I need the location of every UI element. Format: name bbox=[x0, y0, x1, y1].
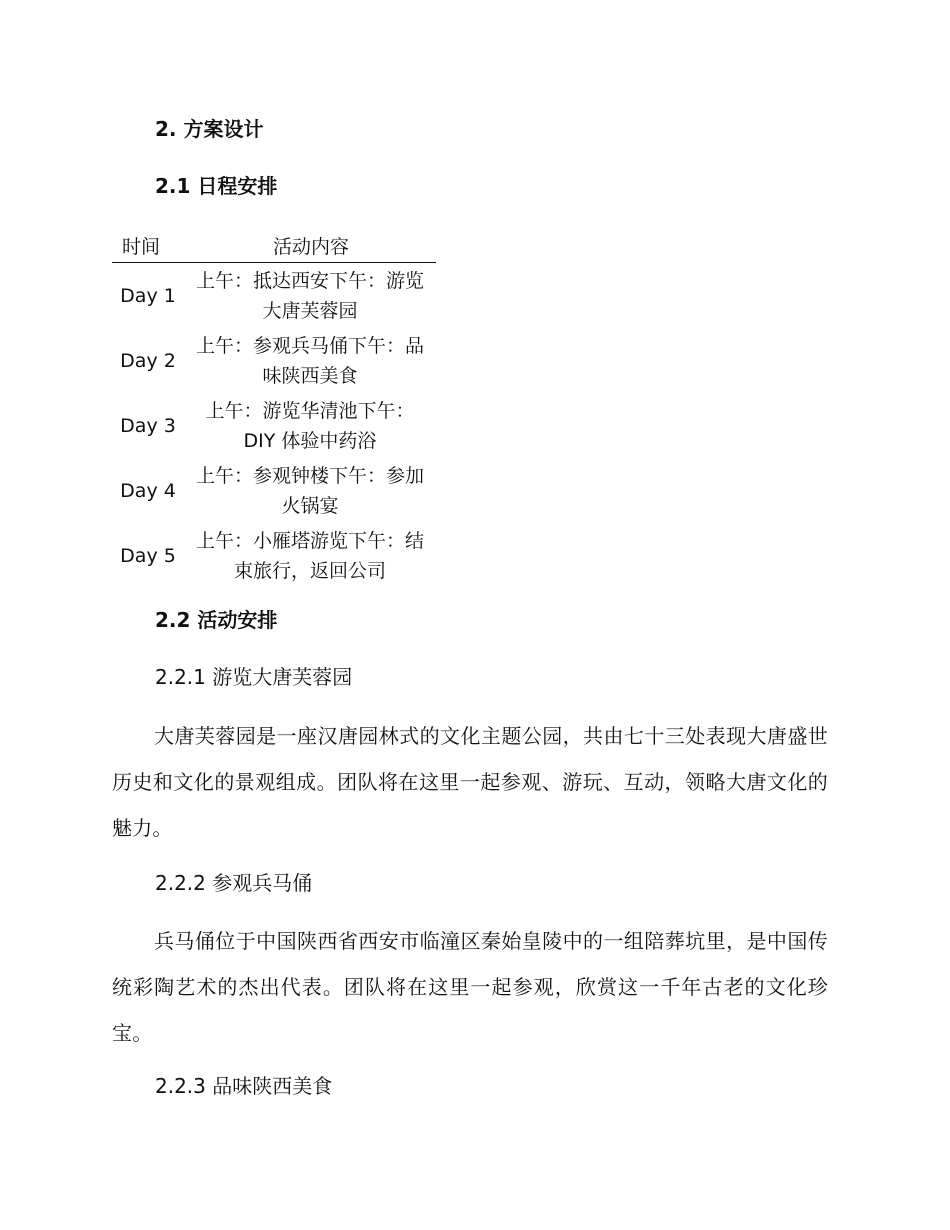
section-title-furong-garden: 2.2.1 游览大唐芙蓉园 bbox=[155, 665, 353, 689]
schedule-header-time: 时间 bbox=[112, 229, 186, 263]
heading-schedule: 2.1 日程安排 bbox=[155, 174, 278, 198]
schedule-day-cell: Day 4 bbox=[120, 479, 176, 502]
schedule-day-cell: Day 2 bbox=[120, 349, 176, 372]
schedule-day-cell: Day 1 bbox=[120, 284, 176, 307]
schedule-table bbox=[112, 229, 436, 588]
schedule-activity-cell: 上午：参观钟楼下午：参加火锅宴 bbox=[195, 464, 424, 517]
table-row bbox=[112, 393, 436, 458]
heading-plan-design: 2. 方案设计 bbox=[155, 117, 264, 141]
table-row bbox=[112, 458, 436, 523]
section-body-terracotta: 兵马俑位于中国陕西省西安市临潼区秦始皇陵中的一组陪葬坑里，是中国传统彩陶艺术的杰出代表。团队将在这里一起参观，欣赏这一千年古老的文化珍宝。 bbox=[112, 929, 828, 1045]
section-title-shaanxi-food: 2.2.3 品味陕西美食 bbox=[155, 1074, 333, 1098]
table-row bbox=[112, 328, 436, 393]
heading-activities: 2.2 活动安排 bbox=[155, 608, 278, 632]
schedule-day-cell: Day 3 bbox=[120, 414, 176, 437]
schedule-activity-cell: 上午：抵达西安下午：游览大唐芙蓉园 bbox=[195, 269, 424, 322]
section-title-terracotta: 2.2.2 参观兵马俑 bbox=[155, 871, 313, 895]
schedule-day-cell: Day 5 bbox=[120, 544, 176, 567]
schedule-activity-cell: 上午：小雁塔游览下午：结束旅行，返回公司 bbox=[195, 529, 424, 582]
table-row bbox=[112, 523, 436, 588]
schedule-header-row bbox=[112, 229, 436, 263]
table-row bbox=[112, 263, 436, 329]
section-body-furong-garden: 大唐芙蓉园是一座汉唐园林式的文化主题公园，共由七十三处表现大唐盛世历史和文化的景观组成。团队将在这里一起参观、游玩、互动，领略大唐文化的魅力。 bbox=[112, 724, 828, 840]
schedule-activity-cell: 上午：游览华清池下午：DIY 体验中药浴 bbox=[205, 399, 415, 452]
schedule-header-activity: 活动内容 bbox=[186, 229, 436, 263]
schedule-activity-cell: 上午：参观兵马俑下午：品味陕西美食 bbox=[195, 334, 424, 387]
